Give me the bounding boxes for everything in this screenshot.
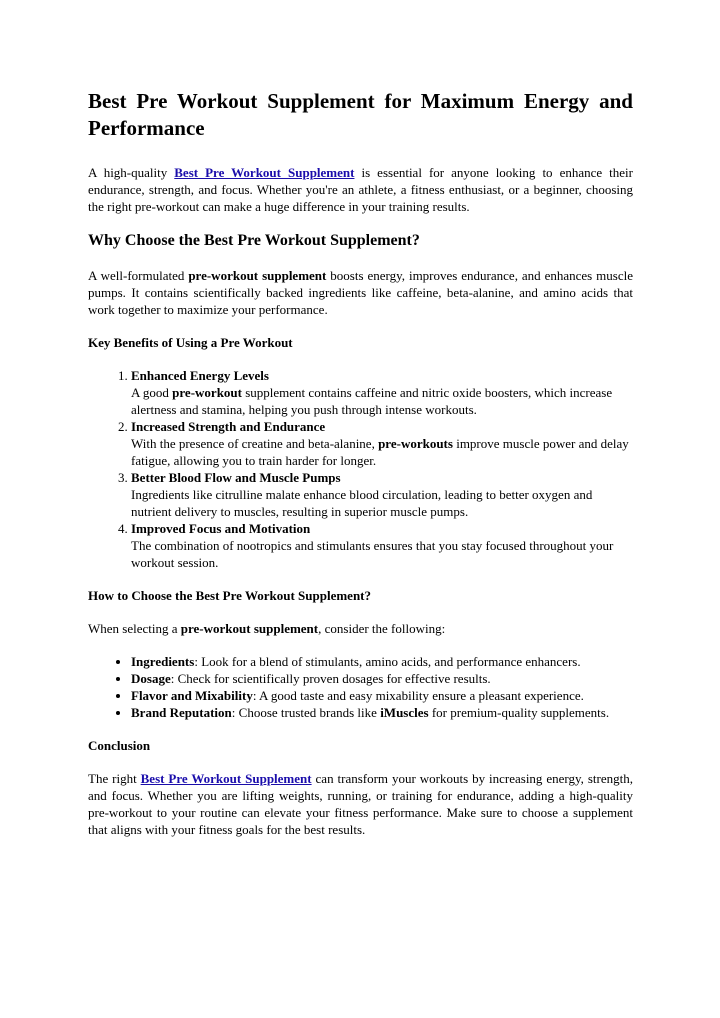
criteria-list xyxy=(88,653,633,721)
criteria-item xyxy=(131,653,633,670)
benefit-text-start: Ingredients like citrulline malate enhance blood circulation, leading to better oxygen and nutrient delivery to muscles, resulting in superior muscle pumps. xyxy=(131,487,593,519)
benefit-title: 2. Increased Strength and Endurance xyxy=(131,419,326,434)
conclusion-paragraph xyxy=(88,770,633,838)
intro-text-start: A high-quality xyxy=(88,165,175,180)
why-bold-term: pre-workout supplement xyxy=(188,268,327,283)
conclusion-product-link[interactable]: Best Pre Workout Supplement xyxy=(140,771,312,786)
criteria-item xyxy=(131,687,633,704)
intro-paragraph xyxy=(88,164,633,215)
conclusion-heading: Conclusion xyxy=(88,738,151,753)
criteria-term: Flavor and Mixability xyxy=(131,688,253,703)
benefit-title: 3. Better Blood Flow and Muscle Pumps xyxy=(131,470,341,485)
how-heading: How to Choose the Best Pre Workout Supplement? xyxy=(88,588,371,603)
benefit-description xyxy=(131,537,633,571)
conclusion-text-end: can transform your workouts by increasing energy, strength, and focus. Whether you are lifting weights, running, or training for endurance, adding a high-quality pre-workout to your routine can elevate your fitness performance. Make sure to choose a supplement that aligns with your fitness goals for the best results. xyxy=(88,771,633,837)
benefit-item xyxy=(131,469,633,520)
criteria-text: : Check for scientifically proven dosages for effective results. xyxy=(170,671,491,686)
benefit-bold-term: pre-workouts xyxy=(378,436,453,451)
page-title: Best Pre Workout Supplement for Maximum Energy and Performance xyxy=(88,89,633,140)
benefit-text-end: improve muscle power and delay fatigue, allowing you to train harder for longer. xyxy=(131,436,629,468)
brand-name: iMuscles xyxy=(380,705,429,720)
how-paragraph xyxy=(88,620,633,637)
criteria-text: : Look for a blend of stimulants, amino acids, and performance enhancers. xyxy=(194,654,581,669)
benefits-list xyxy=(88,367,633,571)
benefit-description xyxy=(131,435,633,469)
benefit-description xyxy=(131,384,633,418)
how-text-start: When selecting a xyxy=(88,621,181,636)
benefit-text-start: The combination of nootropics and stimulants ensures that you stay focused throughout your workout session. xyxy=(131,538,614,570)
criteria-term: Brand Reputation xyxy=(131,705,232,720)
why-text-end: boosts energy, improves endurance, and enhances muscle pumps. It contains scientifically backed ingredients like caffeine, beta-alanine, and amino acids that work together to maximize your performance. xyxy=(88,268,633,317)
intro-product-link[interactable]: Best Pre Workout Supplement xyxy=(174,165,355,180)
criteria-text: : A good taste and easy mixability ensure a pleasant experience. xyxy=(252,688,584,703)
criteria-text: : Choose trusted brands like xyxy=(231,705,381,720)
benefit-text-start: With the presence of creatine and beta-alanine, xyxy=(131,436,379,451)
benefits-heading: Key Benefits of Using a Pre Workout xyxy=(88,335,293,350)
benefit-item xyxy=(131,418,633,469)
conclusion-text-start: The right xyxy=(88,771,141,786)
benefit-item xyxy=(131,520,633,571)
criteria-item xyxy=(131,704,633,721)
document-content xyxy=(88,88,633,854)
intro-text-end: is essential for anyone looking to enhance their endurance, strength, and focus. Whether you're an athlete, a fitness enthusiast, or a beginner, choosing the right pre-workout can make a huge difference in your training results. xyxy=(88,165,633,214)
why-heading: Why Choose the Best Pre Workout Supplement? xyxy=(88,232,420,249)
benefit-bold-term: pre-workout xyxy=(172,385,242,400)
benefit-title: 1. Enhanced Energy Levels xyxy=(131,368,269,383)
criteria-term: Dosage xyxy=(131,671,171,686)
benefit-description xyxy=(131,486,633,520)
criteria-term: Ingredients xyxy=(131,654,195,669)
why-text-start: A well-formulated xyxy=(88,268,189,283)
why-paragraph xyxy=(88,267,633,318)
benefit-text-end: supplement contains caffeine and nitric oxide boosters, which increase alertness and stamina, helping you push through intense workouts. xyxy=(131,385,613,417)
how-text-end: , consider the following: xyxy=(318,621,446,636)
how-bold-term: pre-workout supplement xyxy=(180,621,319,636)
benefit-title: 4. Improved Focus and Motivation xyxy=(131,521,311,536)
benefit-text-start: A good xyxy=(131,385,173,400)
criteria-item xyxy=(131,670,633,687)
criteria-text-end: for premium-quality supplements. xyxy=(428,705,610,720)
benefit-item xyxy=(131,367,633,418)
